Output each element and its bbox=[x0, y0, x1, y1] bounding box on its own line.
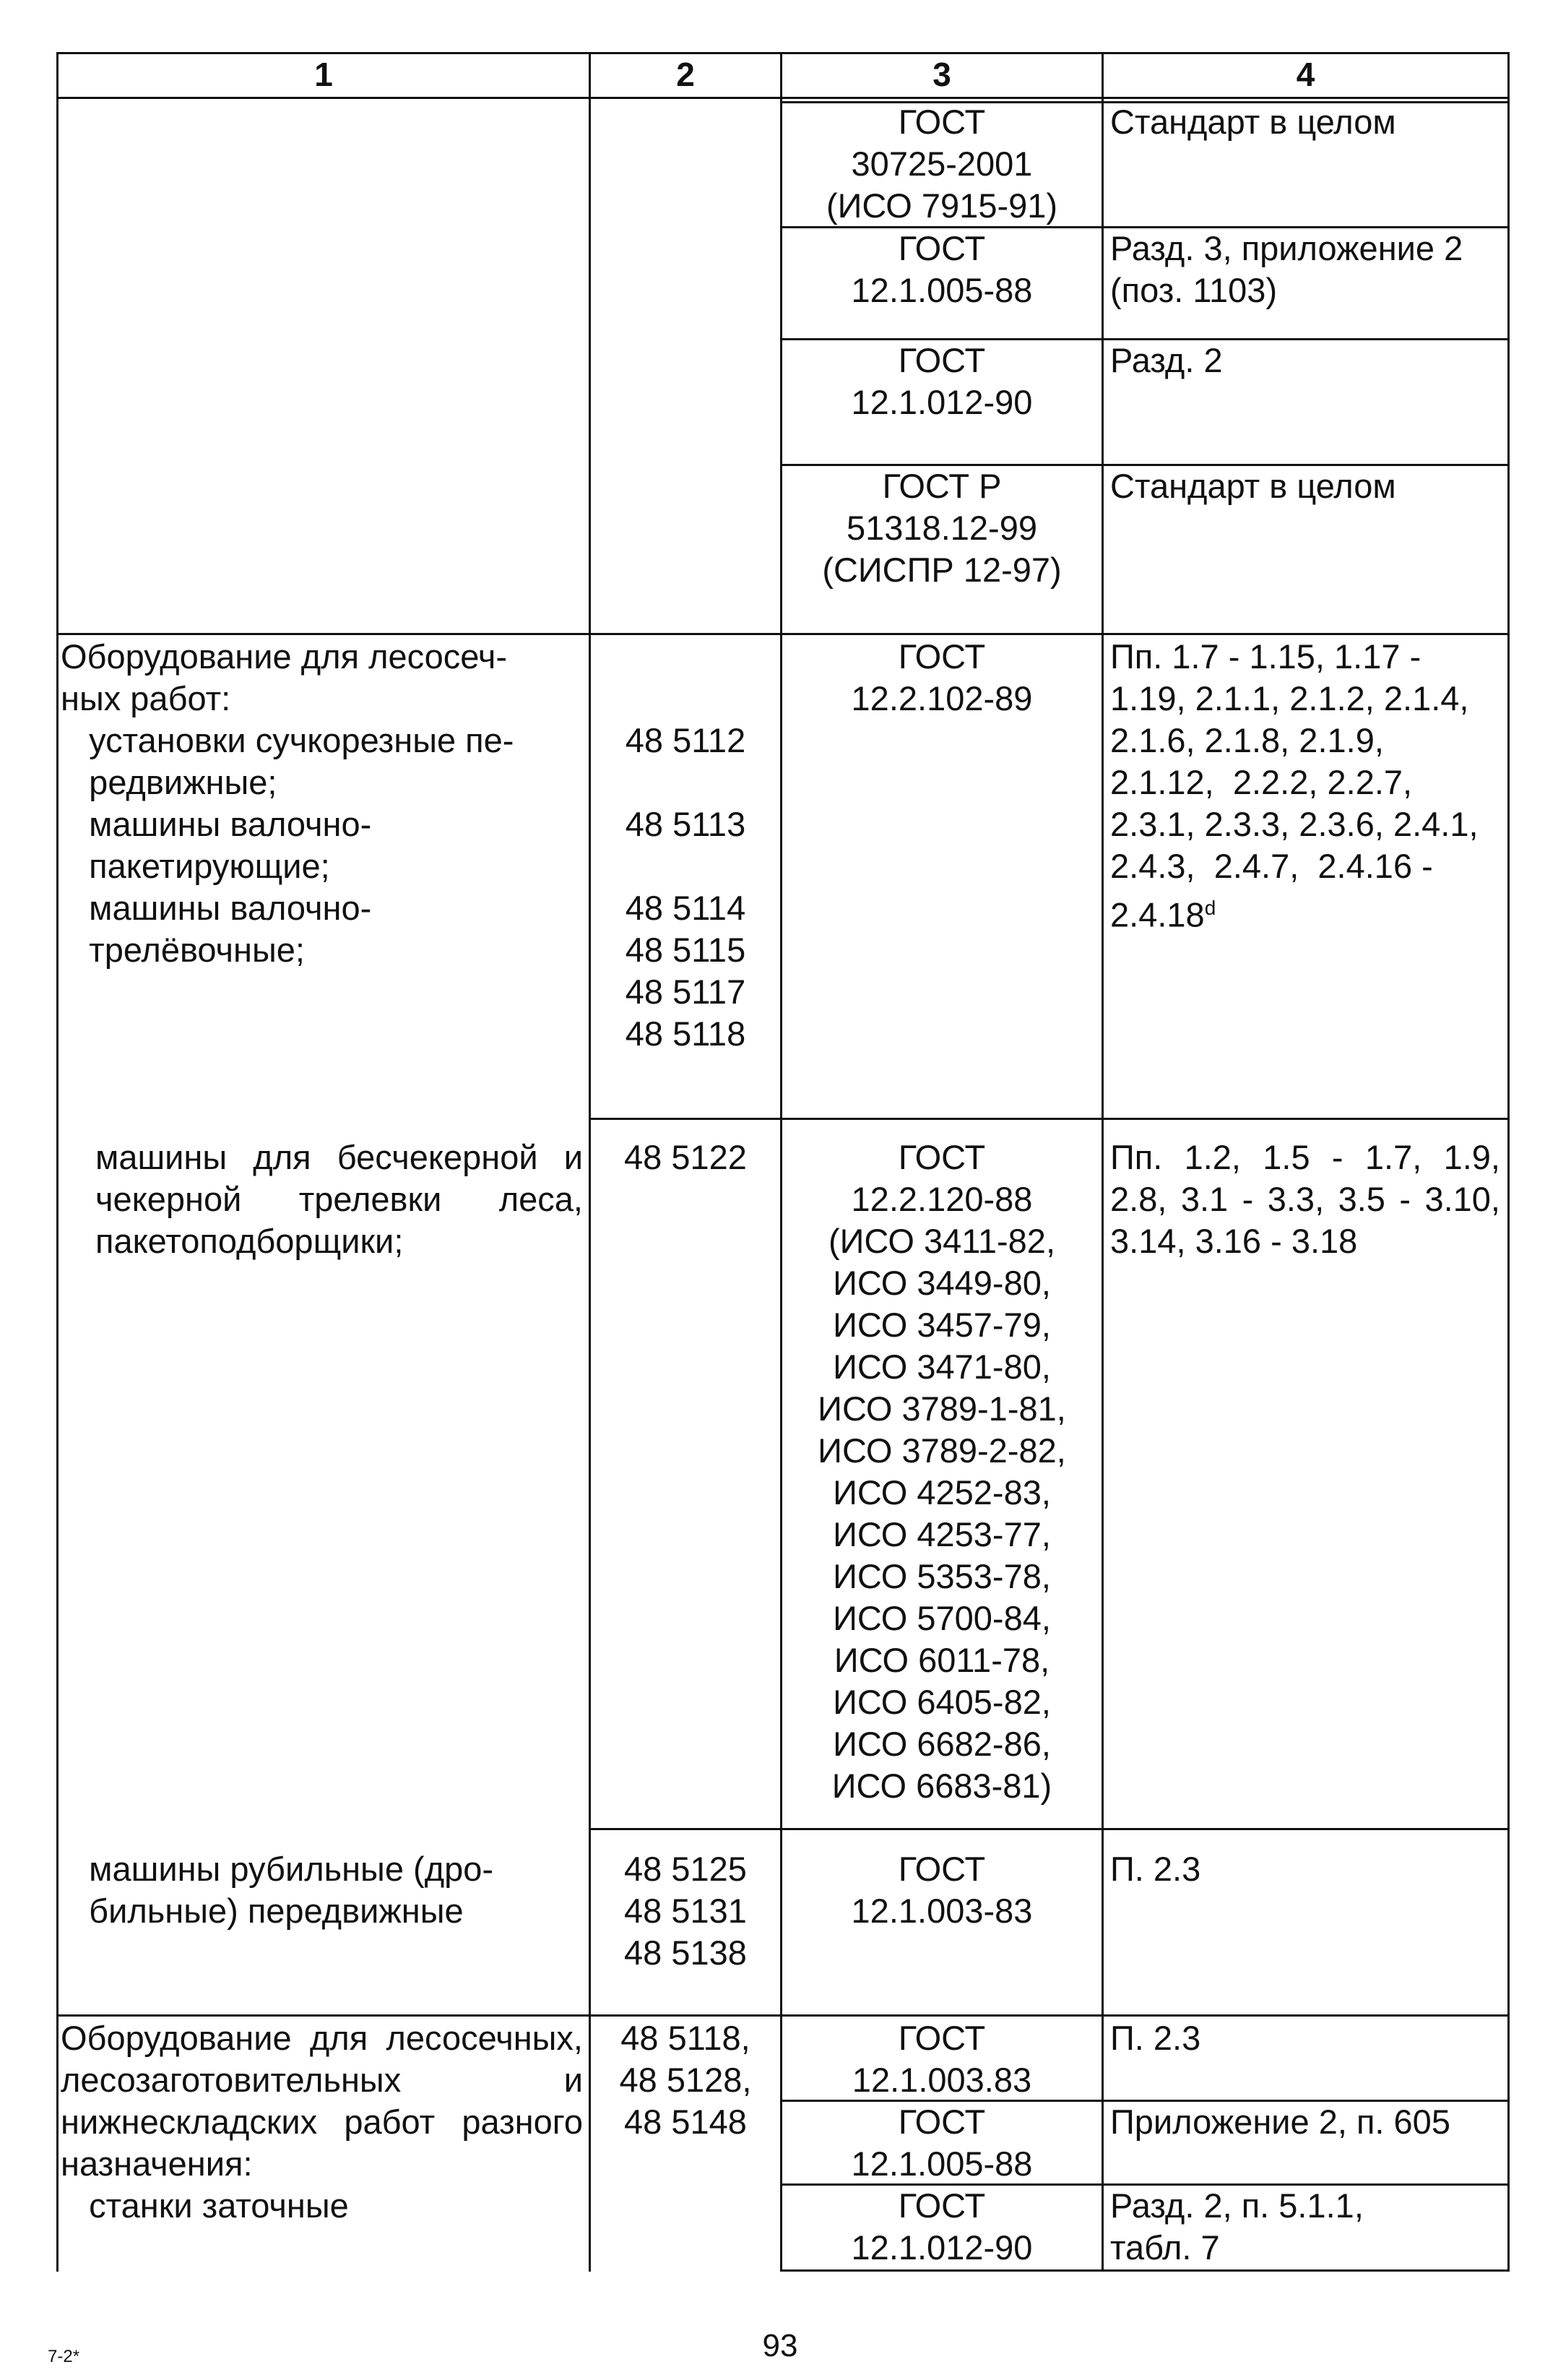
clause-cell: Приложение 2, п. 605 bbox=[1110, 2103, 1450, 2141]
standard-cell: ГОСТ 12.2.120-88 (ИСО 3411-82, ИСО 3449-80, ИСО 3457-79, ИСО 3471-80, ИСО 3789-1-81, ИСО 3789-2-82, ИСО 4252-83, ИСО 4253-77, ИСО 5353-78, ИСО 5700-84, ИСО 6011-78, ИСО 6405-82, ИСО 6682-86, ИСО 6683-81) bbox=[818, 1138, 1066, 1805]
column-header-1: 1 bbox=[314, 56, 333, 93]
standard-cell: ГОСТ 12.1.003.83 bbox=[852, 2019, 1032, 2099]
clause-cell: Стандарт в целом bbox=[1110, 103, 1396, 141]
column-header-2: 2 bbox=[676, 56, 695, 93]
equipment-subitem: станки заточные bbox=[61, 2186, 349, 2225]
row-divider bbox=[56, 2014, 1510, 2017]
code-cell: 48 5118, 48 5128, 48 5148 bbox=[619, 2019, 752, 2141]
standard-cell: ГОСТ 12.1.005-88 bbox=[851, 229, 1033, 309]
equipment-cell: Оборудование для лесосеч- ных работ: установки сучкорезные пе- редвижные; машины валочно- пакетирующие; машины валочно- трелёвочные; bbox=[61, 637, 514, 969]
clause-superscript: d bbox=[1204, 897, 1216, 919]
standard-cell: ГОСТ 12.1.012-90 bbox=[851, 341, 1033, 421]
table-left-border bbox=[56, 52, 59, 2272]
clause-cell: Стандарт в целом bbox=[1110, 467, 1396, 505]
standard-cell: ГОСТ 30725-2001 (ИСО 7915-91) bbox=[826, 103, 1058, 225]
standard-cell: ГОСТ 12.1.005-88 bbox=[851, 2103, 1033, 2183]
column-divider-3-4 bbox=[1102, 52, 1104, 2272]
clause-cell bbox=[1110, 636, 1479, 936]
column-header-4: 4 bbox=[1296, 56, 1315, 93]
sheet-mark: 7-2* bbox=[48, 2347, 80, 2366]
header-bottom-border bbox=[56, 97, 1510, 99]
code-cell: 48 5112 48 5113 48 5114 48 5115 48 5117 48 5118 bbox=[625, 721, 746, 1053]
equipment-cell: машины рубильные (дро- бильные) передвижные bbox=[89, 1850, 494, 1930]
code-cell: 48 5125 48 5131 48 5138 bbox=[624, 1850, 747, 1972]
clause-cell: Разд. 2, п. 5.1.1, табл. 7 bbox=[1110, 2186, 1364, 2267]
table-top-border bbox=[56, 52, 1510, 54]
table-right-border bbox=[1507, 52, 1510, 2272]
column-header-3: 3 bbox=[932, 56, 951, 93]
code-cell: 48 5122 bbox=[624, 1138, 747, 1176]
standard-cell: ГОСТ 12.2.102-89 bbox=[851, 637, 1033, 717]
equipment-cell: машины для бесчекерной и чекерной трелевки леса, пакетоподборщики; bbox=[95, 1138, 583, 1260]
clause-cell: Разд. 3, приложение 2 (поз. 1103) bbox=[1110, 229, 1463, 309]
row-divider bbox=[589, 1828, 1510, 1830]
clause-cell: П. 2.3 bbox=[1110, 1850, 1201, 1888]
page-number: 93 bbox=[762, 2328, 798, 2363]
equipment-cell: Оборудование для лесосечных, лесозаготовительных и нижнескладских работ разного назначения: bbox=[61, 2019, 583, 2183]
clause-cell: Пп. 1.2, 1.5 - 1.7, 1.9, 2.8, 3.1 - 3.3, 3.5 - 3.10, 3.14, 3.16 - 3.18 bbox=[1110, 1138, 1500, 1260]
standard-cell: ГОСТ 12.1.012-90 bbox=[851, 2186, 1033, 2267]
clause-text: Пп. 1.7 - 1.15, 1.17 - 1.19, 2.1.1, 2.1.2, 2.1.4, 2.1.6, 2.1.8, 2.1.9, 2.1.12, 2.2.2, 2.2.7, 2.3.1, 2.3.3, 2.3.6, 2.4.1, 2.4.3, 2.4.7, 2.4.16 - 2.4.18 bbox=[1110, 637, 1479, 934]
row-divider bbox=[589, 1118, 1510, 1120]
standard-cell: ГОСТ 12.1.003-83 bbox=[851, 1850, 1033, 1930]
clause-cell: Разд. 2 bbox=[1110, 341, 1223, 379]
standard-cell: ГОСТ Р 51318.12-99 (СИСПР 12-97) bbox=[822, 467, 1062, 589]
row-divider bbox=[56, 633, 1510, 635]
clause-cell: П. 2.3 bbox=[1110, 2019, 1201, 2057]
table-bottom-border bbox=[780, 2269, 1510, 2272]
